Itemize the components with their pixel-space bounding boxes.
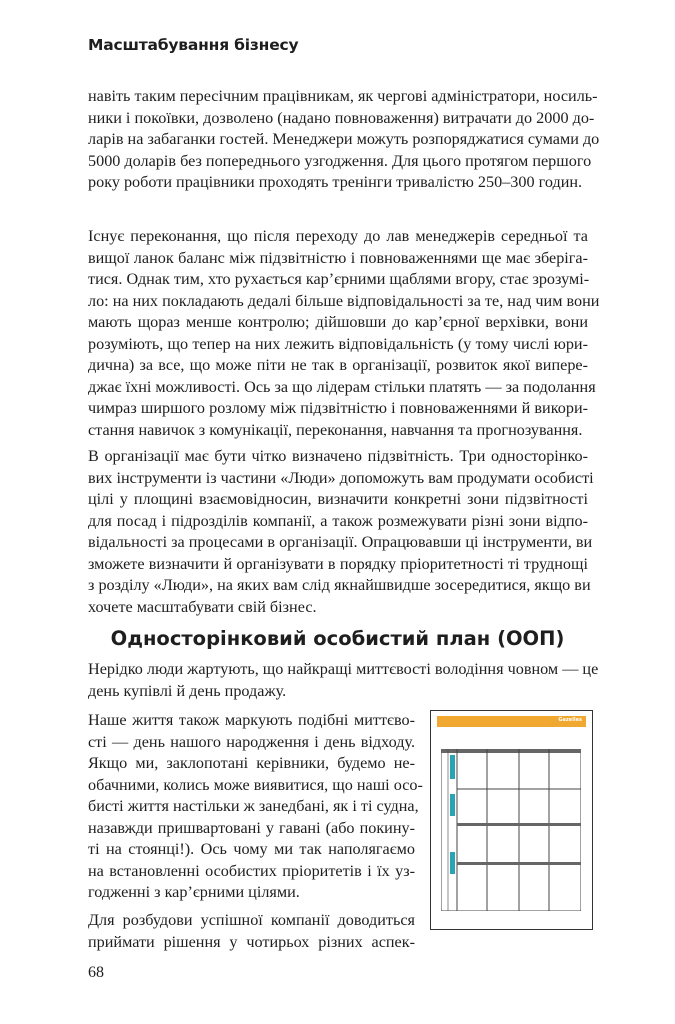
paragraph bbox=[88, 659, 599, 702]
text-line: відальності за процесами в організації. Опрацювавши ці інструменти, ви bbox=[88, 533, 593, 551]
text-line: сті — день нашого народження і день відходу. bbox=[88, 732, 415, 751]
text-line: на встановленні особистих пріоритетів і їх уз- bbox=[88, 861, 415, 880]
text-line: Наше життя також маркують подібні миттєво- bbox=[88, 711, 415, 729]
text-line: цілі у площині взаємовідносин, визначити конкретні зони підзвітності bbox=[88, 490, 588, 508]
text-line: дична) за все, що може піти не так в організації, розвиток якої випере- bbox=[88, 356, 588, 374]
running-head: Масштабування бізнесу bbox=[88, 36, 299, 54]
text-line: вих інструменти із частини «Люди» допоможуть вам продумати особисті bbox=[88, 468, 594, 487]
paragraph bbox=[88, 910, 415, 953]
text-line: Існує переконання, що після переходу до лав менеджерів середньої та bbox=[88, 227, 588, 245]
one-page-personal-plan-figure bbox=[430, 710, 593, 930]
text-line: з розділу «Люди», на яких вам слід якнайшвидше зосередитися, якщо ви bbox=[88, 576, 591, 594]
text-line: приймати рішення у чотирьох різних аспек- bbox=[88, 932, 415, 951]
text-line: року роботи працівники проходять тренінги тривалістю 250–300 годин. bbox=[88, 173, 583, 191]
figure-grid bbox=[441, 749, 581, 911]
text-line: тися. Однак тим, хто рухається кар’єрними щаблями вгору, стає зрозумі- bbox=[88, 270, 590, 288]
section-heading: Односторінковий особистий план (ООП) bbox=[110, 627, 565, 650]
text-line: вищої ланок баланс між підзвітністю і повноваженнями ще має зберіга- bbox=[88, 248, 588, 267]
text-line: ті на стоянці!). Ось чому ми так наполягаємо bbox=[88, 840, 415, 858]
text-line: ларів на забаганки гостей. Менеджери можуть розпоряджатися сумами до bbox=[88, 130, 600, 148]
paragraph bbox=[88, 86, 600, 194]
text-line: Нерідко люди жартують, що найкращі миттєвості володіння човном — це bbox=[88, 660, 599, 678]
text-line: мають щораз менше контролю; дійшовши до кар’єрної верхівки, вони bbox=[88, 313, 588, 331]
text-line: хочете масштабувати свій бізнес. bbox=[88, 597, 317, 616]
text-line: день купівлі й день продажу. bbox=[88, 681, 287, 700]
page-number: 68 bbox=[88, 964, 104, 981]
text-line: розуміють, що тепер на них лежить відповідальність (у тому числі юри- bbox=[88, 334, 588, 353]
paragraph bbox=[88, 446, 594, 618]
text-line: чимраз ширшого розлому між підзвітністю і повноваженнями й викори- bbox=[88, 399, 588, 417]
figure-brand-logo: Gazelles bbox=[558, 717, 582, 723]
text-line: обачними, колись може виявитися, що наші осо- bbox=[88, 775, 423, 794]
text-line: годженні з кар’єрними цілями. bbox=[88, 883, 300, 901]
text-line: Для розбудови успішної компанії доводиться bbox=[88, 911, 415, 929]
text-line: навіть таким пересічним працівникам, як чергові адміністратори, носиль- bbox=[88, 87, 598, 105]
paragraph bbox=[88, 710, 423, 904]
paragraph bbox=[88, 226, 600, 441]
text-line: стання навичок з комунікації, переконання, навчання та прогнозування. bbox=[88, 420, 583, 439]
text-line: бисті життя настільки ж занедбані, як і ті судна, bbox=[88, 797, 419, 815]
text-line: ники і покоївки, дозволено (надано повноваження) витрачати до 2000 до- bbox=[88, 108, 595, 127]
text-line: зможете визначити й організувати в порядку пріоритетності ті труднощі bbox=[88, 554, 588, 573]
text-line: В організації має бути чітко визначено підзвітність. Три односторінко- bbox=[88, 447, 588, 465]
text-line: ло: на них покладають дедалі більше відповідальності за те, над чим вони bbox=[88, 291, 600, 310]
text-line: назавжди пришвартовані у гавані (або покину- bbox=[88, 818, 415, 837]
text-line: Якщо ми, заклопотані керівники, будемо не- bbox=[88, 754, 415, 772]
text-line: джає їхні можливості. Ось за що лідерам стільки платять — за подолання bbox=[88, 377, 596, 396]
text-line: для посад і підрозділів компанії, а також розмежувати різні зони відпо- bbox=[88, 511, 588, 530]
text-line: 5000 доларів без попереднього узгодження. Для цього протягом першого bbox=[88, 151, 592, 170]
